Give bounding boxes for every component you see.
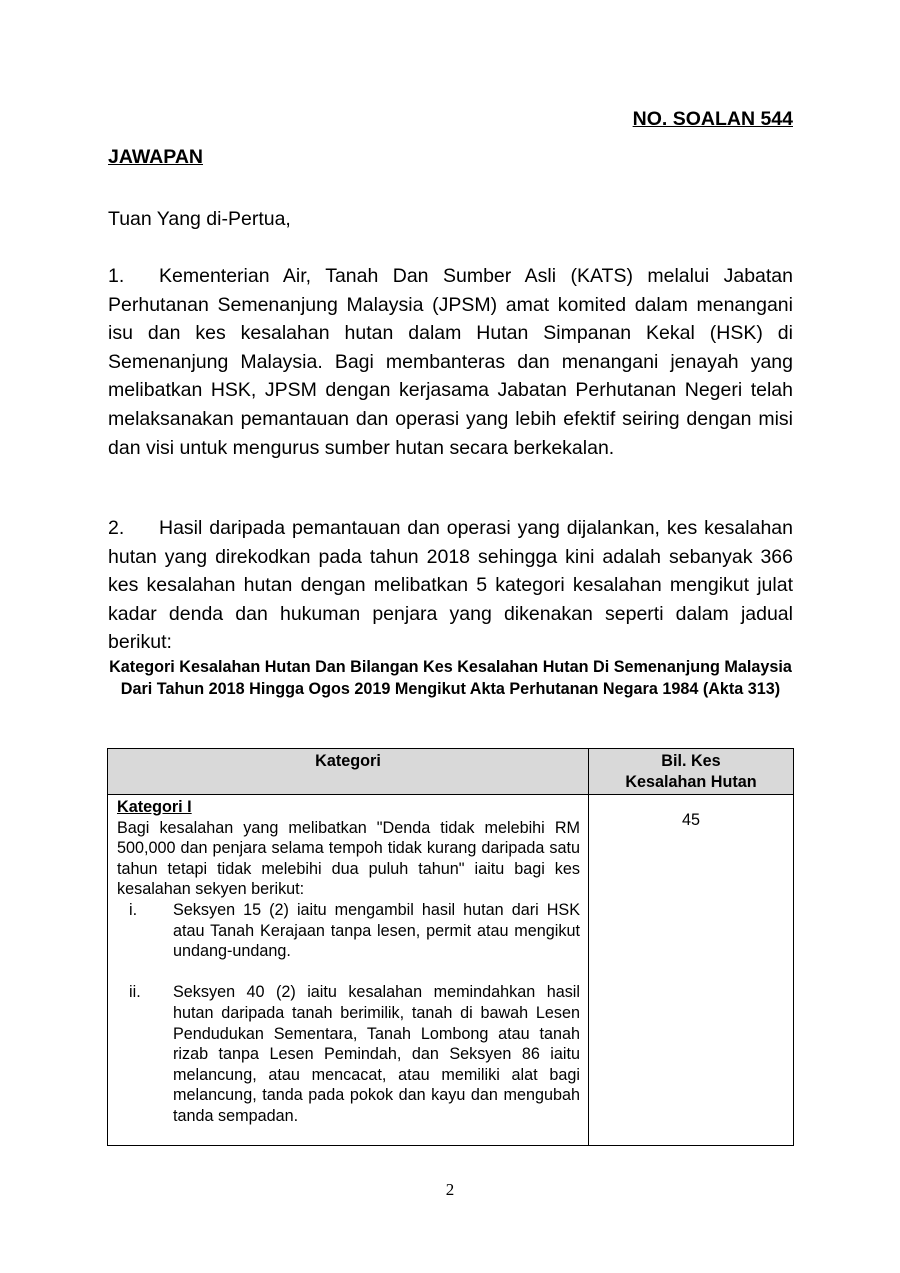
category-title: Kategori I (117, 798, 192, 816)
list-item-text: Seksyen 15 (2) iaitu mengambil hasil hutan dari HSK atau Tanah Kerajaan tanpa lesen, permit atau mengikut undang-undang. (173, 900, 580, 961)
table-header-row (108, 749, 794, 795)
paragraph-1 (108, 262, 793, 462)
list-item (117, 982, 580, 1126)
header-bil-kes (589, 749, 794, 795)
list-item-text: Seksyen 40 (2) iaitu kesalahan memindahkan hasil hutan daripada tanah berimilik, tanah di bawah Lesen Pendudukan Sementara, Tanah Lombong atau tanah rizab tanpa Lesen Pemindah, dan Seksyen 86 iaitu melancung, atau mencacat, atau memiliki alat bagi melancung, tanda pada pokok dan kayu dan mengubah tanda sempadan. (173, 983, 580, 1125)
category-cell (108, 795, 589, 1146)
salutation: Tuan Yang di-Pertua, (108, 208, 291, 230)
list-item (117, 900, 580, 962)
header-bil-kes-line2: Kesalahan Hutan (625, 773, 757, 791)
answer-heading: JAWAPAN (108, 146, 203, 168)
table-row (108, 795, 794, 1146)
offence-table (107, 748, 794, 1146)
page-number: 2 (445, 1180, 455, 1199)
case-count: 45 (589, 795, 794, 1146)
paragraph-number: 2. (108, 517, 125, 539)
header-bil-kes-line1: Bil. Kes (661, 752, 721, 770)
category-description: Bagi kesalahan yang melibatkan "Denda tidak melebihi RM 500,000 dan penjara selama tempoh tidak kurang daripada satu tahun tetapi tidak melebihi dua puluh tahun" iaitu bagi kes kesalahan sekyen berikut: (117, 818, 580, 899)
table-caption: Kategori Kesalahan Hutan Dan Bilangan Kes Kesalahan Hutan Di Semenanjung Malaysia Dari Tahun 2018 Hingga Ogos 2019 Mengikut Akta Perhutanan Negara 1984 (Akta 313) (109, 658, 792, 698)
header-kategori: Kategori (108, 749, 589, 795)
paragraph-number: 1. (108, 265, 125, 287)
list-item-number: i. (129, 900, 138, 919)
paragraph-2 (108, 514, 793, 657)
question-number: NO. SOALAN 544 (632, 108, 793, 130)
paragraph-text: Kementerian Air, Tanah Dan Sumber Asli (KATS) melalui Jabatan Perhutanan Semenanjung Malaysia (JPSM) amat komited dalam menangani isu dan kes kesalahan hutan dalam Hutan Simpanan Kekal (HSK) di Semenanjung Malaysia. Bagi membanteras dan menangani jenayah yang melibatkan HSK, JPSM dengan kerjasama Jabatan Perhutanan Negeri telah melaksanakan pemantauan dan operasi yang lebih efektif seiring dengan misi dan visi untuk mengurus sumber hutan secara berkekalan. (108, 265, 793, 459)
list-item-number: ii. (129, 983, 141, 1002)
paragraph-text: Hasil daripada pemantauan dan operasi yang dijalankan, kes kesalahan hutan yang direkodkan pada tahun 2018 sehingga kini adalah sebanyak 366 kes kesalahan hutan dengan melibatkan 5 kategori kesalahan mengikut julat kadar denda dan hukuman penjara yang dikenakan seperti dalam jadual berikut: (108, 517, 793, 654)
